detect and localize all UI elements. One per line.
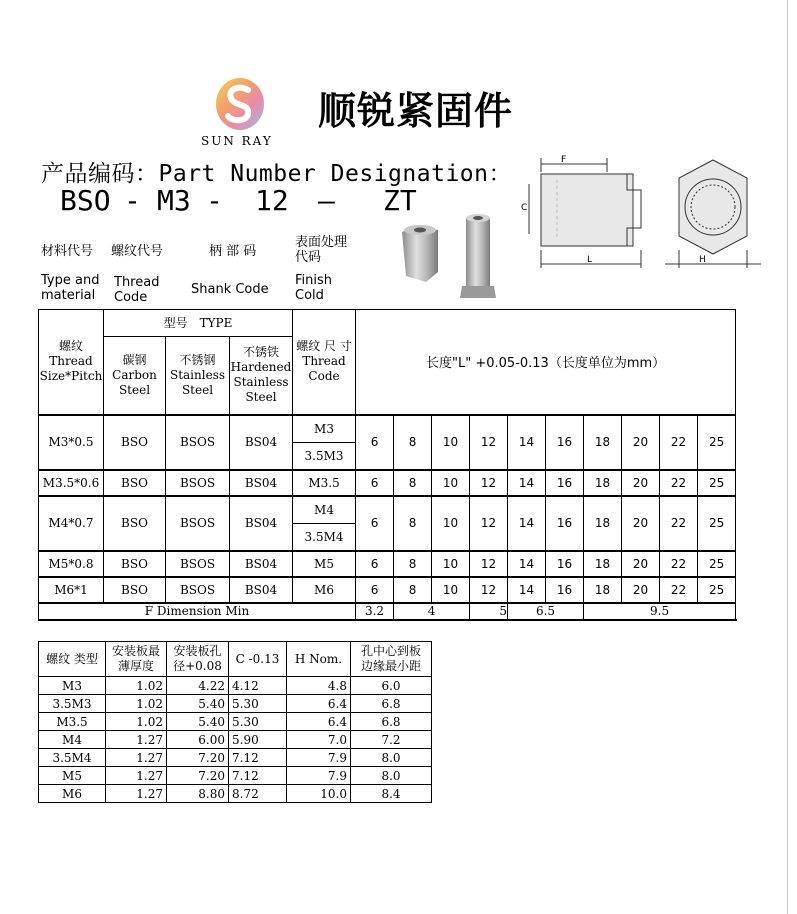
row-size: M4*0.7 — [39, 496, 104, 551]
row-code: M3.5 — [293, 470, 356, 496]
len-10: 10 — [432, 551, 470, 577]
len-10: 10 — [432, 415, 470, 470]
len-14: 14 — [508, 415, 546, 470]
row-carbon: BSO — [104, 415, 166, 470]
len-16: 16 — [546, 415, 584, 470]
row-hardened: BS04 — [230, 470, 293, 496]
cell: 8.80 — [167, 785, 229, 803]
f-dimension-label: F Dimension Min — [39, 603, 356, 620]
cell: 1.27 — [106, 767, 167, 785]
len-22: 22 — [660, 470, 698, 496]
len-16: 16 — [546, 577, 584, 603]
len-12: 12 — [470, 577, 508, 603]
header-carbon: 碳钢 Carbon Steel — [104, 337, 166, 415]
len-16: 16 — [546, 496, 584, 551]
cell: 5.30 — [229, 695, 287, 713]
code-dash-2: - — [206, 184, 223, 217]
table-row — [39, 767, 432, 785]
cell: M6 — [39, 785, 106, 803]
cell: 8.72 — [229, 785, 287, 803]
row-stainless: BSOS — [166, 415, 230, 470]
cell: 7.20 — [167, 767, 229, 785]
header-length: 长度"L" +0.05-0.13（长度单位为mm） — [356, 310, 736, 415]
code-finish: ZT — [383, 184, 417, 217]
designation-heading: 产品编码：Part Number Designation： — [41, 161, 512, 187]
row-code: M5 — [293, 551, 356, 577]
len-16: 16 — [546, 470, 584, 496]
cell: 1.27 — [106, 731, 167, 749]
cell: 5.30 — [229, 713, 287, 731]
cell: 6.0 — [351, 677, 432, 695]
mounting-table — [38, 641, 432, 803]
cell: 7.2 — [351, 731, 432, 749]
cell: 10.0 — [287, 785, 351, 803]
row-stainless: BSOS — [166, 470, 230, 496]
cell: 1.27 — [106, 785, 167, 803]
page-title: 顺锐紧固件 — [318, 89, 514, 133]
mount-header: 安装板孔 径+0.08 — [167, 642, 229, 677]
len-18: 18 — [584, 470, 622, 496]
code-thread: M3 — [157, 184, 191, 217]
mount-header: 安装板最 薄厚度 — [106, 642, 167, 677]
cell: 8.0 — [351, 767, 432, 785]
len-6: 6 — [356, 415, 394, 470]
cell: 1.02 — [106, 713, 167, 731]
len-6: 6 — [356, 470, 394, 496]
row-code: M3 — [293, 415, 356, 443]
row-size: M5*0.8 — [39, 551, 104, 577]
dim-l: L — [587, 255, 593, 265]
row-size: M6*1 — [39, 577, 104, 603]
cell: 8.0 — [351, 749, 432, 767]
cell: M3.5 — [39, 713, 106, 731]
sunray-logo — [208, 76, 272, 132]
row-hardened: BS04 — [230, 415, 293, 470]
f-dim-value: 3.2 — [356, 603, 394, 620]
label-material-cn: 材料代号 — [41, 244, 94, 259]
len-10: 10 — [432, 577, 470, 603]
cell: 7.9 — [287, 749, 351, 767]
label-material-en: Type and material — [41, 273, 100, 303]
len-12: 12 — [470, 551, 508, 577]
cell: 4.22 — [167, 677, 229, 695]
len-14: 14 — [508, 551, 546, 577]
cell: 8.4 — [351, 785, 432, 803]
mount-header: H Nom. — [287, 642, 351, 677]
len-20: 20 — [622, 470, 660, 496]
len-18: 18 — [584, 496, 622, 551]
len-25: 25 — [698, 577, 736, 603]
label-thread-en: Thread Code — [114, 275, 160, 305]
page-edge-line — [787, 0, 788, 914]
label-finish-en: Finish Cold — [295, 273, 333, 303]
f-dim-value: 4 — [394, 603, 470, 620]
len-25: 25 — [698, 470, 736, 496]
table-row — [39, 785, 432, 803]
header-stainless: 不锈钢 Stainless Steel — [166, 337, 230, 415]
row-size: M3*0.5 — [39, 415, 104, 470]
spec-table — [38, 309, 736, 621]
label-thread-cn: 螺纹代号 — [111, 244, 164, 259]
len-16: 16 — [546, 551, 584, 577]
cell: 1.27 — [106, 749, 167, 767]
cell: 1.02 — [106, 677, 167, 695]
len-12: 12 — [470, 470, 508, 496]
row-size: M3.5*0.6 — [39, 470, 104, 496]
row-carbon: BSO — [104, 470, 166, 496]
len-20: 20 — [622, 577, 660, 603]
len-8: 8 — [394, 470, 432, 496]
cell: 6.8 — [351, 695, 432, 713]
table-row — [39, 713, 432, 731]
len-14: 14 — [508, 496, 546, 551]
dim-c: C — [521, 203, 528, 213]
len-6: 6 — [356, 496, 394, 551]
len-22: 22 — [660, 577, 698, 603]
cell: 6.00 — [167, 731, 229, 749]
mount-header: 螺纹 类型 — [39, 642, 106, 677]
cell: 7.20 — [167, 749, 229, 767]
header-thread-size: 螺纹 Thread Size*Pitch — [39, 310, 104, 415]
table-row — [39, 749, 432, 767]
standoff-photo — [398, 212, 508, 304]
len-10: 10 — [432, 470, 470, 496]
cell: 3.5M3 — [39, 695, 106, 713]
row-hardened: BS04 — [230, 496, 293, 551]
len-22: 22 — [660, 551, 698, 577]
code-material: BSO — [60, 184, 111, 217]
cell: M5 — [39, 767, 106, 785]
row-carbon: BSO — [104, 551, 166, 577]
row-code: M4 — [293, 496, 356, 524]
cell: M3 — [39, 677, 106, 695]
header-type: 型号 TYPE — [104, 310, 293, 337]
len-18: 18 — [584, 415, 622, 470]
row-carbon: BSO — [104, 577, 166, 603]
table-row — [39, 677, 432, 695]
dim-h: H — [699, 255, 706, 265]
len-8: 8 — [394, 577, 432, 603]
code-dash-3: — — [318, 184, 335, 217]
cell: M4 — [39, 731, 106, 749]
cell: 5.40 — [167, 695, 229, 713]
len-22: 22 — [660, 415, 698, 470]
len-25: 25 — [698, 496, 736, 551]
f-dim-value: 6.5 — [508, 603, 584, 620]
table-row — [39, 731, 432, 749]
cell: 6.4 — [287, 713, 351, 731]
len-6: 6 — [356, 551, 394, 577]
len-20: 20 — [622, 551, 660, 577]
len-20: 20 — [622, 496, 660, 551]
cell: 3.5M4 — [39, 749, 106, 767]
cell: 6.4 — [287, 695, 351, 713]
len-8: 8 — [394, 415, 432, 470]
header-hardened: 不锈铁 Hardened Stainless Steel — [230, 337, 293, 415]
row-code: 3.5M4 — [293, 524, 356, 551]
len-25: 25 — [698, 415, 736, 470]
len-10: 10 — [432, 496, 470, 551]
cell: 7.0 — [287, 731, 351, 749]
row-code: M6 — [293, 577, 356, 603]
cell: 4.8 — [287, 677, 351, 695]
cell: 6.8 — [351, 713, 432, 731]
technical-drawing — [517, 150, 782, 275]
cell: 7.9 — [287, 767, 351, 785]
row-hardened: BS04 — [230, 577, 293, 603]
len-14: 14 — [508, 470, 546, 496]
len-6: 6 — [356, 577, 394, 603]
len-14: 14 — [508, 577, 546, 603]
f-dim-value: 5 — [470, 603, 508, 620]
len-18: 18 — [584, 577, 622, 603]
row-stainless: BSOS — [166, 496, 230, 551]
label-shank-en: Shank Code — [191, 282, 269, 297]
dim-f: F — [561, 155, 567, 165]
len-20: 20 — [622, 415, 660, 470]
len-12: 12 — [470, 496, 508, 551]
len-8: 8 — [394, 551, 432, 577]
len-25: 25 — [698, 551, 736, 577]
len-8: 8 — [394, 496, 432, 551]
label-finish-cn: 表面处理代码 — [295, 235, 348, 265]
len-22: 22 — [660, 496, 698, 551]
cell: 7.12 — [229, 767, 287, 785]
row-hardened: BS04 — [230, 551, 293, 577]
code-dash-1: - — [124, 184, 141, 217]
cell: 5.40 — [167, 713, 229, 731]
brand-name: SUN RAY — [201, 134, 273, 148]
f-dim-value: 9.5 — [584, 603, 736, 620]
row-code: 3.5M3 — [293, 443, 356, 470]
mount-header: C -0.13 — [229, 642, 287, 677]
mount-header: 孔中心到板 边缘最小距 — [351, 642, 432, 677]
header-thread-code: 螺纹 尺 寸 Thread Code — [293, 310, 356, 415]
code-shank: 12 — [255, 184, 289, 217]
label-shank-cn: 柄 部 码 — [209, 244, 257, 259]
row-stainless: BSOS — [166, 577, 230, 603]
cell: 5.90 — [229, 731, 287, 749]
len-12: 12 — [470, 415, 508, 470]
cell: 4.12 — [229, 677, 287, 695]
table-row — [39, 695, 432, 713]
cell: 1.02 — [106, 695, 167, 713]
cell: 7.12 — [229, 749, 287, 767]
row-stainless: BSOS — [166, 551, 230, 577]
row-carbon: BSO — [104, 496, 166, 551]
len-18: 18 — [584, 551, 622, 577]
